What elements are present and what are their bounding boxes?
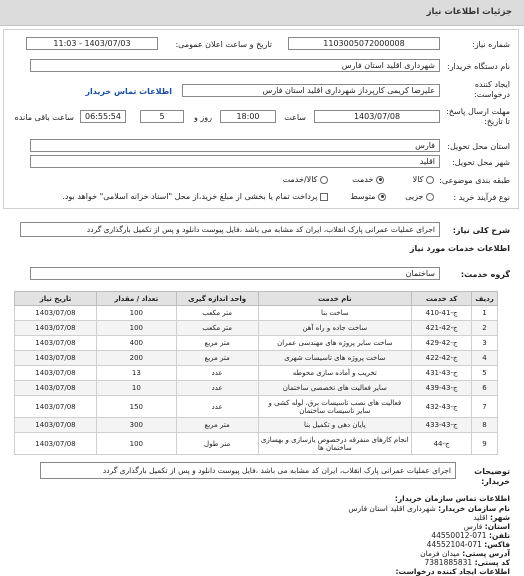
contact-line-value: 7381885831: [424, 558, 473, 567]
cell-unit: متر مربع: [176, 418, 258, 433]
cell-quantity: 13: [96, 366, 176, 381]
col-unit: واحد اندازه گیری: [176, 292, 258, 306]
remaining-time-field: 06:55:54: [80, 110, 126, 123]
cell-quantity: 10: [96, 381, 176, 396]
contact-line-value: 071-44552104: [426, 540, 482, 549]
cell-service-code: ج-44: [412, 433, 472, 455]
cell-service-name: ساخت سایر پروژه های مهندسی عمران: [258, 336, 412, 351]
contact-line-label: آدرس پستی:: [462, 549, 510, 558]
cell-service-code: ج-43-432: [412, 396, 472, 418]
col-row-no: ردیف: [472, 292, 498, 306]
table-row: [15, 381, 498, 396]
buyer-note-text: اجرای عملیات عمرانی پارک انقلاب، ایران کد مشابه می باشد ،فایل پیوست دانلود و پس از تکمیل بارگذاری گردد: [40, 462, 456, 479]
cell-service-code: ج-43-433: [412, 418, 472, 433]
day-label: روز و: [194, 113, 212, 122]
radio-medium-icon: [378, 193, 386, 201]
deadline-hour-label: ساعت: [284, 113, 306, 122]
buyer-note-label: توضیحات خریدار:: [474, 467, 510, 486]
announce-label: تاریخ و ساعت اعلان عمومی:: [175, 40, 272, 49]
cell-unit: عدد: [176, 381, 258, 396]
need-number-label: شماره نیاز:: [472, 40, 510, 49]
table-row: [15, 321, 498, 336]
cell-quantity: 400: [96, 336, 176, 351]
cell-service-name: سایر فعالیت های تخصصی ساختمان: [258, 381, 412, 396]
creator-field: علیرضا کریمی کارپرداز شهرداری اقلید استان فارس: [182, 84, 440, 97]
contact-line-value: فارس: [463, 522, 483, 531]
table-row: [15, 306, 498, 321]
contact-line: [473, 513, 510, 522]
cell-need-date: 1403/07/08: [15, 433, 97, 455]
contact-line-value: شهرداری اقلید استان فارس: [348, 504, 436, 513]
deadline-label: مهلت ارسال پاسخ: تا تاریخ:: [446, 107, 510, 126]
table-header-row: [15, 292, 498, 306]
cell-row-no: 8: [472, 418, 498, 433]
need-number-field: 1103005072000008: [288, 37, 440, 50]
buyer-org-field: شهرداری اقلید استان فارس: [30, 59, 440, 72]
table-row: [15, 396, 498, 418]
table-row: [15, 336, 498, 351]
radio-minor-icon: [426, 193, 434, 201]
contact-line-label: نام سازمان خریدار:: [438, 504, 510, 513]
checkbox-icon: [320, 193, 328, 201]
buyer-contact-link[interactable]: اطلاعات تماس خریدار: [85, 87, 172, 96]
contact-line-label: فاکس:: [484, 540, 510, 549]
purchase-type-label: نوع فرآیند خرید :: [453, 193, 510, 202]
cell-service-code: ج-43-439: [412, 381, 472, 396]
province-label: استان محل تحویل:: [447, 142, 510, 151]
contact-line: [431, 531, 510, 540]
cell-service-code: ج-42-422: [412, 351, 472, 366]
table-row: [15, 418, 498, 433]
radio-goods-service-icon: [320, 176, 328, 184]
service-group-field: ساختمان: [30, 267, 440, 280]
radio-service-icon: [376, 176, 384, 184]
category-option-goods[interactable]: کالا: [413, 175, 434, 184]
cell-service-name: فعالیت های نصب تاسیسات برق، لوله کشی و سایر تاسیسات ساختمان: [258, 396, 412, 418]
contact-line: [427, 540, 510, 549]
contact-line: [396, 567, 511, 576]
category-label: طبقه بندی موضوعی:: [439, 176, 510, 185]
table-row: [15, 351, 498, 366]
col-service-code: کد خدمت: [412, 292, 472, 306]
cell-quantity: 200: [96, 351, 176, 366]
remaining-label: ساعت باقی مانده: [14, 113, 74, 122]
table-row: [15, 433, 498, 455]
cell-need-date: 1403/07/08: [15, 381, 97, 396]
cell-row-no: 6: [472, 381, 498, 396]
contact-line: [420, 549, 510, 558]
cell-quantity: 100: [96, 306, 176, 321]
cell-row-no: 2: [472, 321, 498, 336]
cell-service-code: ج-41-410: [412, 306, 472, 321]
creator-label: ایجاد کننده درخواست:: [474, 80, 510, 99]
deadline-time-field: 18:00: [220, 110, 276, 123]
cell-service-name: انجام کارهای منفرقه درخصوص بازسازی و بهسازی ساختمان ها: [258, 433, 412, 455]
cell-row-no: 9: [472, 433, 498, 455]
category-option-service[interactable]: خدمت: [352, 175, 384, 184]
cell-need-date: 1403/07/08: [15, 321, 97, 336]
cell-service-name: پایان دهی و تکمیل بنا: [258, 418, 412, 433]
contact-line: [424, 558, 510, 567]
contact-line-value: 071-44550012: [431, 531, 487, 540]
cell-need-date: 1403/07/08: [15, 336, 97, 351]
cell-unit: متر طول: [176, 433, 258, 455]
cell-unit: عدد: [176, 366, 258, 381]
cell-quantity: 150: [96, 396, 176, 418]
days-left-field: 5: [140, 110, 184, 123]
contact-line-label: استان:: [484, 522, 510, 531]
contact-line-label: اطلاعات ایجاد کننده درخواست:: [395, 567, 510, 576]
announce-datetime-field: 1403/07/03 - 11:03: [26, 37, 158, 50]
cell-unit: متر مکعب: [176, 306, 258, 321]
cell-row-no: 7: [472, 396, 498, 418]
services-table: [14, 291, 498, 455]
cell-need-date: 1403/07/08: [15, 306, 97, 321]
cell-unit: متر مکعب: [176, 321, 258, 336]
cell-quantity: 100: [96, 433, 176, 455]
deadline-date-field: 1403/07/08: [314, 110, 440, 123]
purchase-option-minor[interactable]: جزیی: [405, 192, 434, 201]
purchase-option-medium[interactable]: متوسط: [350, 192, 386, 201]
city-field: اقلید: [30, 155, 440, 168]
cell-row-no: 4: [472, 351, 498, 366]
cell-service-name: ساخت پروژه های تاسیسات شهری: [258, 351, 412, 366]
buyer-org-label: نام دستگاه خریدار:: [447, 62, 510, 71]
table-row: [15, 366, 498, 381]
cell-quantity: 300: [96, 418, 176, 433]
cell-row-no: 5: [472, 366, 498, 381]
cell-service-name: تخریب و آماده سازی محوطه: [258, 366, 412, 381]
cell-service-name: ساخت بنا: [258, 306, 412, 321]
contact-line-value: اقلید: [473, 513, 488, 522]
contact-title: اطلاعات تماس سازمان خریدار:: [394, 494, 510, 503]
contact-line-value: میدان فرمان: [420, 549, 460, 558]
cell-unit: عدد: [176, 396, 258, 418]
summary-text: اجرای عملیات عمرانی پارک انقلاب، ایران کد مشابه می باشد ،فایل پیوست دانلود و پس از تکمیل بارگذاری گردد: [20, 222, 440, 237]
cell-need-date: 1403/07/08: [15, 351, 97, 366]
radio-goods-icon: [426, 176, 434, 184]
services-title: اطلاعات خدمات مورد نیاز: [409, 244, 510, 253]
cell-quantity: 100: [96, 321, 176, 336]
col-quantity: تعداد / مقدار: [96, 292, 176, 306]
cell-need-date: 1403/07/08: [15, 396, 97, 418]
cell-need-date: 1403/07/08: [15, 366, 97, 381]
cell-unit: متر مربع: [176, 336, 258, 351]
summary-label: شرح کلی نیاز:: [452, 226, 510, 235]
service-group-label: گروه خدمت:: [460, 270, 510, 279]
cell-row-no: 1: [472, 306, 498, 321]
contact-line-label: کد پستی:: [474, 558, 510, 567]
col-service-name: نام خدمت: [258, 292, 412, 306]
contact-line-label: شهر:: [490, 513, 510, 522]
category-option-goods-service[interactable]: کالا/خدمت: [283, 175, 328, 184]
province-field: فارس: [30, 139, 440, 152]
cell-row-no: 3: [472, 336, 498, 351]
page-header: [0, 0, 524, 26]
cell-unit: متر مربع: [176, 351, 258, 366]
cell-service-code: ج-42-421: [412, 321, 472, 336]
page-title: جزئیات اطلاعات نیاز: [426, 7, 512, 17]
col-need-date: تاریخ نیاز: [15, 292, 97, 306]
cell-service-code: ج-42-429: [412, 336, 472, 351]
contact-line: [464, 522, 510, 531]
city-label: شهر محل تحویل:: [452, 158, 510, 167]
cell-service-name: ساخت جاده و راه آهن: [258, 321, 412, 336]
treasury-payment-checkbox[interactable]: پرداخت تمام یا بخشی از مبلغ خرید،از محل "اسناد خزانه اسلامی" خواهد بود.: [62, 192, 328, 201]
cell-need-date: 1403/07/08: [15, 418, 97, 433]
cell-service-code: ج-43-431: [412, 366, 472, 381]
contact-line: [348, 504, 510, 513]
contact-line-label: تلفن:: [488, 531, 510, 540]
